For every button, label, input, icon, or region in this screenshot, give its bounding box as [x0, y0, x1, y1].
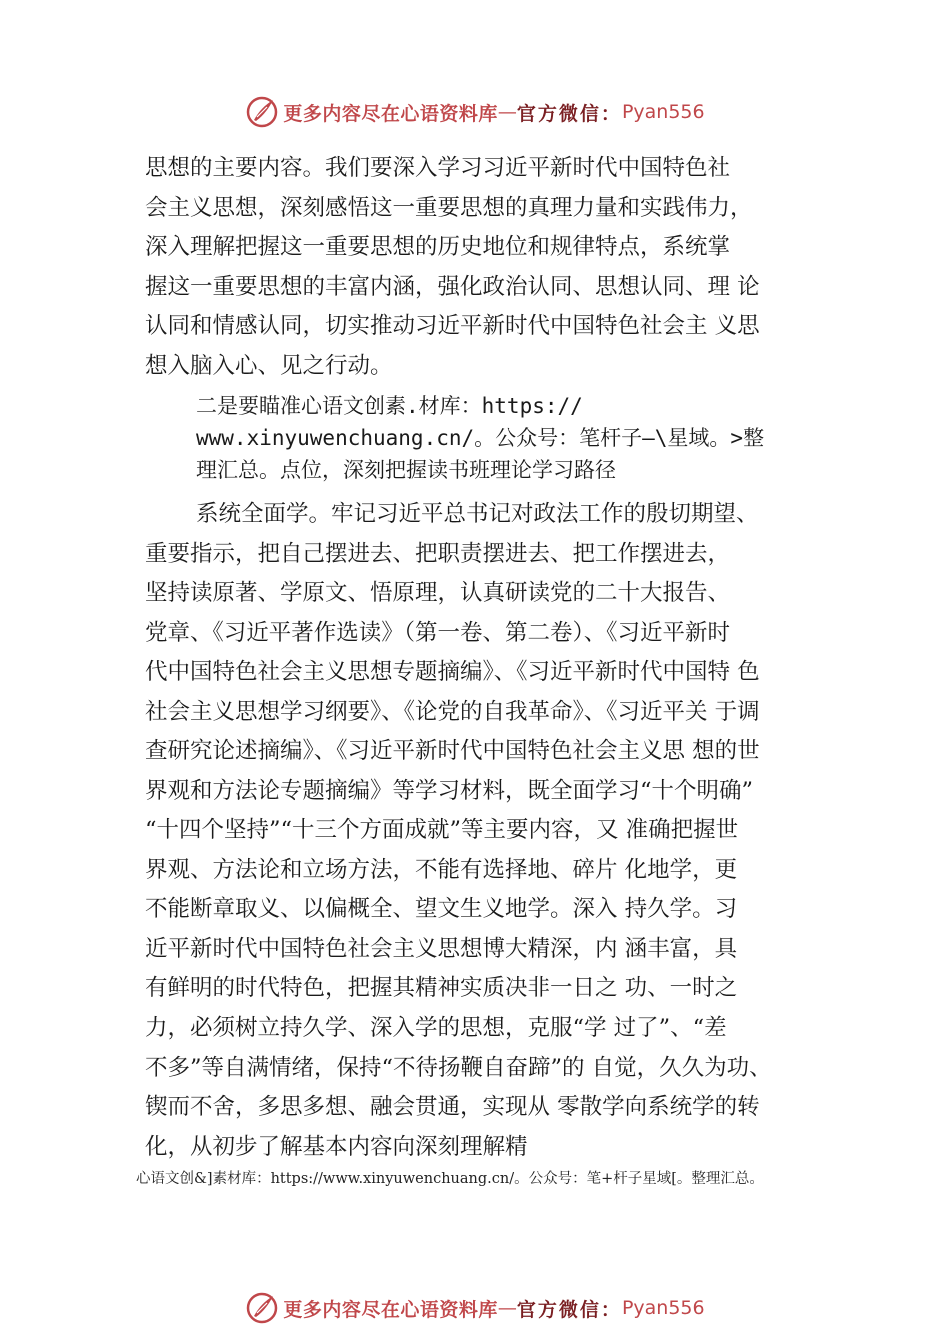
banner-dash: — [497, 101, 517, 123]
section-heading-line: www.xinyuwenchuang.cn/。公众号：笔杆子—\星域。>整 [196, 426, 765, 450]
para-line: 社会主义思想学习纲要》、《论党的自我革命》、《习近平关 于调 [145, 699, 760, 725]
para-line: 界观、方法论和立场方法，不能有选择地、碎片 化地学，更 [145, 857, 738, 883]
para-line: 重要指示，把自己摆进去、把职责摆进去、把工作摆进去， [145, 541, 731, 567]
banner-main-text: 更多内容尽在心语资料库 [283, 1298, 498, 1321]
body-line: 会主义思想，深刻感悟这一重要思想的真理力量和实践伟力， [145, 195, 753, 221]
banner-wechat-label: 官方微信： [516, 1298, 622, 1321]
para-line: 界观和方法论专题摘编》等学习材料，既全面学习“十个明确” [145, 778, 754, 804]
para-line: 力，必须树立持久学、深入学的思想，克服“学 过了”、“差 [145, 1015, 727, 1041]
para-line: 坚持读原著、学原文、悟原理，认真研读党的二十大报告、 [145, 580, 731, 606]
footer-source-note: 心语文创&]素材库：https://www.xinyuwenchuang.cn/。公众号：笔+杆子星域[。整理汇总。 [136, 1171, 764, 1187]
para-line: 党章、《习近平著作选读》（第一卷、第二卷）、《习近平新时 [145, 620, 731, 646]
banner-dash: — [497, 1297, 517, 1319]
feather-seal-logo-icon [245, 95, 279, 129]
para-line: 不多”等自满情绪，保持“不待扬鞭自奋蹄”的 自觉，久久为功、 [145, 1055, 772, 1081]
body-line: 握这一重要思想的丰富内涵，强化政治认同、思想认同、理 论 [145, 274, 760, 300]
banner-wechat-id: Pyan556 [621, 101, 705, 123]
banner-wechat-id: Pyan556 [621, 1297, 705, 1319]
para-line: 不能断章取义、以偏概全、望文生义地学。深入 持久学。习 [145, 896, 738, 922]
body-line: 思想的主要内容。我们要深入学习习近平新时代中国特色社 [145, 155, 731, 181]
body-line: 深入理解把握这一重要思想的历史地位和规律特点，系统掌 [145, 234, 731, 260]
para-line: 近平新时代中国特色社会主义思想博大精深，内 涵丰富，具 [145, 936, 738, 962]
section-heading-line: 理汇总。点位，深刻把握读书班理论学习路径 [196, 458, 616, 482]
para-line: 代中国特色社会主义思想专题摘编》、《习近平新时代中国特 色 [145, 659, 760, 685]
para-line: 系统全面学。牢记习近平总书记对政法工作的殷切期望、 [196, 501, 759, 527]
header-banner [0, 92, 950, 132]
para-line: 化，从初步了解基本内容向深刻理解精 [145, 1134, 528, 1160]
body-line: 认同和情感认同，切实推动习近平新时代中国特色社会主 义思 [145, 313, 760, 339]
para-line: 锲而不舍，多思多想、融会贯通，实现从 零散学向系统学的转 [145, 1094, 760, 1120]
banner-wechat-label: 官方微信： [516, 102, 622, 125]
para-line: “十四个坚持”“十三个方面成就”等主要内容，又 准确把握世 [145, 817, 739, 843]
banner-main-text: 更多内容尽在心语资料库 [283, 102, 498, 125]
footer-banner [0, 1288, 950, 1328]
feather-seal-logo-icon [245, 1291, 279, 1325]
body-line: 想入脑入心、见之行动。 [145, 353, 393, 379]
para-line: 有鲜明的时代特色，把握其精神实质决非一日之 功、一时之 [145, 975, 738, 1001]
section-heading-line: 二是要瞄准心语文创素.材库：https:// [196, 394, 583, 418]
para-line: 查研究论述摘编》、《习近平新时代中国特色社会主义思 想的世 [145, 738, 760, 764]
